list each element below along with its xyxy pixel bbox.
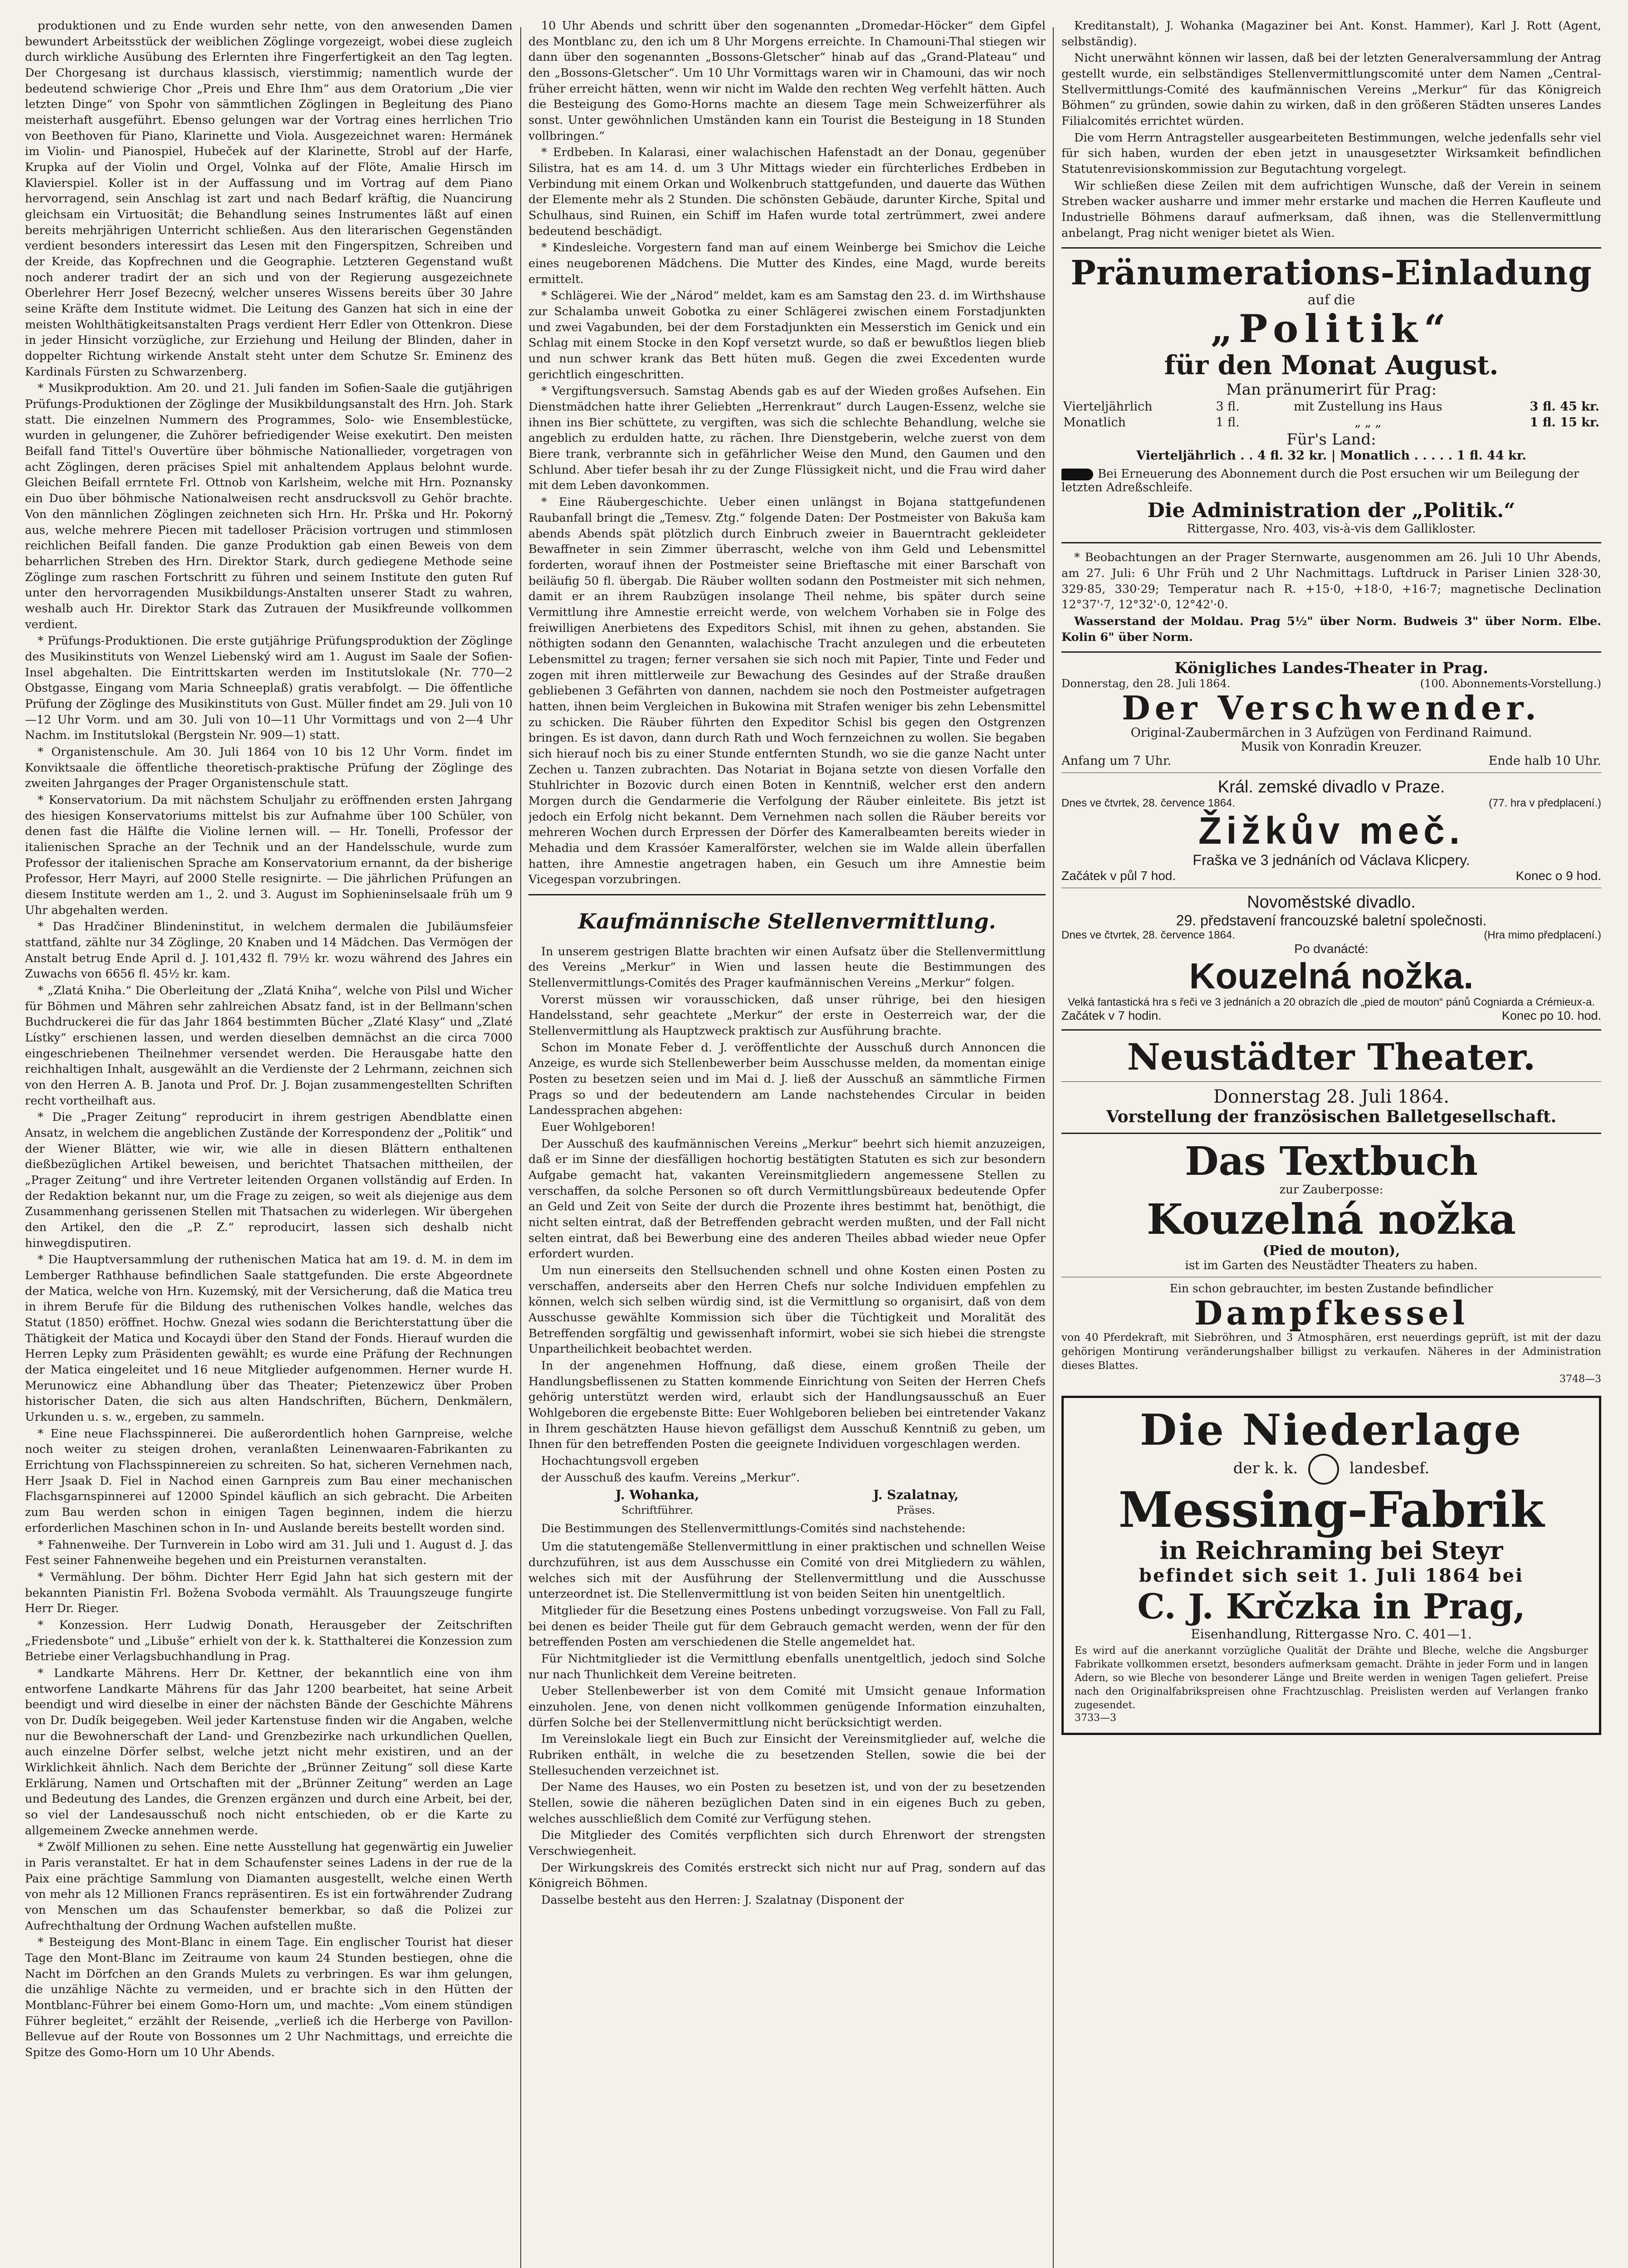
article-paragraph: Mitglieder für die Besetzung eines Postens unbedingt vorzugsweise. Von Fall zu Fall, bei denen es beider Theile gut für dem Gebrauch gemacht werden, wenn der für den betreffenden Posten am verschiedenen die Stelle angemeldet hat. <box>528 1604 1046 1649</box>
section-body <box>528 944 1046 1486</box>
article-paragraph: * Organistenschule. Am 30. Juli 1864 von 10 bis 12 Uhr Vorm. findet im Konviktsaale die öffentliche theoretisch-praktische Prüfung der Zöglinge des zweiten Jahrganges der Prager Organistenschule statt. <box>25 745 513 791</box>
divider <box>1061 247 1601 249</box>
column-3-article <box>1061 18 1601 241</box>
article-paragraph: Im Vereinslokale liegt ein Buch zur Einsicht der Vereinsmitglieder auf, welche die Rubriken enthält, in welche die zu besetzenden Stellen, sowie die bei der Stellesuchenden verzeichnet ist. <box>528 1732 1046 1778</box>
pointing-hand-icon <box>1061 469 1093 480</box>
month-line: für den Monat August. <box>1164 350 1499 381</box>
article-paragraph: * Die „Prager Zeitung“ reproducirt in ihrem gestrigen Abendblatte einen Ansatz, in welchem die angeblichen Zustände der Korrespondenz der „Politik“ und der Wiener Blätter, wie wir, wie alle in diesen Blättern enthaltenen dießbezüglichen Artikel beweisen, und berichtet Thatsachen mittheilen, der „Prager Zeitung“ und ihre Vertreter leitenden Organen vollständig auf Erden. In der Redaktion bekannt nur, um die Frage zu zeigen, so weit als diejenige aus dem Zusammenhang gerissenen Stellen mit Thatsachen zu widerlegen. Wir übergehen den Artikel, den die „P. Z.“ reproducirt, lassen sich deshalb nicht hinwegdisputiren. <box>25 1110 513 1250</box>
prague-prices <box>1061 399 1601 430</box>
niederlage-ad: Die Niederlage der k. k. landesbef. Messing-Fabrik in Reichraming bei Steyr befindet sich seit 1. Juli 1864 bei C. J. Krčzka in Prag, Eisenhandlung, Rittergasse Nro. C. 401—1. Es wird auf die anerkannt vorzügliche Qualität der Drähte und Bleche, welche die Angsburger Fabrikate vollkommen ersetzt, besonders aufmerksam gemacht. Drähte in jeder Form und in langen Adern, so wie Bleche von besonderer Länge und Breite werden in wenigen Tagen geliefert. Preise nach den Originalfabrikspreisen ohne Frachtzuschlag. Preislisten werden auf Verlangen franko zugesendet. 3733—3 <box>1061 1396 1601 1735</box>
article-paragraph: * „Zlatá Kniha.“ Die Oberleitung der „Zlatá Kniha“, welche von Pilsl und Wicher für Böhmen und Mähren sehr zahlreichen Absatz fand, ist in der Bellmann'schen Buchdruckerei die für das Jahr 1864 bestimmten Bücher „Zlaté Klasy“ und „Zlaté Lístky“ erschienen lassen, und werden dieselben demnächst an die circa 7000 eingeschriebenen Theilnehmer versendet werden. Die Herausgabe hatte den reichhaltigen Inhalt, ausgewählt an die Verdienste der 2 Lehrmann, zeichnen sich von den Herren A. B. Janota und Prof. Dr. J. Bojan zusammengestellten Schriften recht vortheilhaft aus. <box>25 983 513 1108</box>
price-row: Vierteljährlich 3 fl. mit Zustellung ins Haus 3 fl. 45 kr. <box>1063 400 1599 414</box>
article-paragraph: In unserem gestrigen Blatte brachten wir einen Aufsatz über die Stellenvermittlung des Vereins „Merkur“ in Wien und lassen heute die Bestimmungen des Stellenvermittlungs-Comités des Prager kaufmännischen Vereins „Merkur“ folgen. <box>528 944 1046 990</box>
textbuch-ad: Das Textbuch zur Zauberposse: Kouzelná nožka (Pied de mouton), ist im Garten des Neustädter Theaters zu haben. <box>1146 1138 1516 1272</box>
theatre-date-row: Donnerstag, den 28. Juli 1864. (100. Abonnements-Vorstellung.) <box>1061 677 1601 690</box>
article-paragraph: * Erdbeben. In Kalarasi, einer walachischen Hafenstadt an der Donau, gegenüber Silistra, hat es am 14. d. um 3 Uhr Mittags wieder ein fürchterliches Erdbeben in Verbindung mit einem Orkan und Wolkenbruch stattgefunden, und dauerte das Wüthen der Elemente mehr als 2 Stunden. Die schönsten Gebäude, darunter Kirche, Spital und Schulhaus, sind Ruinen, ein Schiff im Hafen wurde total zertrümmert, zwei andere bedeutend beschädigt. <box>528 146 1046 238</box>
dampfkessel-ad: Ein schon gebrauchter, im besten Zustande befindlicher Dampfkessel von 40 Pferdekraft, mit Siebröhren, und 3 Atmosphären, erst neuerdings geprüft, ist mit der dazu gehörigen Montirung veränderungshalber billigst zu verkaufen. Näheres in der Administration dieses Blattes. 3748—3 <box>1061 1281 1601 1385</box>
rules-intro: Die Bestimmungen des Stellenvermittlungs-Comités sind nachstehende: <box>541 1521 966 1535</box>
theatre-time-row: Anfang um 7 Uhr. Ende halb 10 Uhr. <box>1061 754 1601 768</box>
article-paragraph: Die Mitglieder des Comités verpflichten sich durch Ehrenwort der strengsten Verschwiegenheit. <box>528 1828 1046 1858</box>
column-rule <box>1053 27 1054 2268</box>
article-paragraph: der Ausschuß des kaufm. Vereins „Merkur“. <box>541 1471 800 1485</box>
article-paragraph: Um die statutengemäße Stellenvermittlung in einer praktischen und schnellen Weise durchzuführen, ist aus dem Ausschusse ein Comité von drei Mitgliedern zu wählen, welches sich mit der Ausführung der Stellenvermittlung und die Ausschusse unterzeordnet ist. Die Stellenvermittlung ist von beiden Seiten hin unentgeltlich. <box>528 1540 1046 1601</box>
theatre-date-row: Dnes ve čtvrtek, 28. července 1864. (77. hra v předplacení.) <box>1061 797 1601 810</box>
niederlage-subtitle: der k. k. landesbef. <box>1075 1454 1588 1485</box>
article-paragraph: * Schlägerei. Wie der „Národ“ meldet, kam es am Samstag den 23. d. im Wirthshause zur Schalamba unweit Gobotka zu einer Schlägerei zwischen einem Forstadjunkten und zwei Vagabunden, bei der dem Forstadjunkten ein Messerstich im Genick und ein Schlag mit einem Stocke in den Kopf versetzt wurde, so daß er bewußtlos liegen blieb und nun schwer krank das Bett hüten muß. Gegen die zwei Excedenten wurde gerichtlich eingeschritten. <box>528 289 1046 381</box>
article-paragraph: Ueber Stellenbewerber ist von dem Comité mit Umsicht genaue Information einzuholen. Jene, von denen nicht vollkommen genügende Information einzuhalten, dürfen Solche bei der Stellenvermittlung nicht berücksichtigt werden. <box>528 1684 1046 1730</box>
article-paragraph: * Kindesleiche. Vorgestern fand man auf einem Weinberge bei Smichov die Leiche eines neugeborenen Mädchens. Die Mutter des Kindes, eine Magd, wurde bereits ermittelt. <box>528 241 1046 286</box>
theatre-zemske: Král. zemské divadlo v Praze. Dnes ve čtvrtek, 28. července 1864. (77. hra v předplacení.) Žižkův meč. Fraška ve 3 jednáních od Václava Klicpery. Začátek v půl 7 hod. Konec o 9 hod. <box>1061 777 1601 883</box>
article-paragraph: * Fahnenweihe. Der Turnverein in Lobo wird am 31. Juli und 1. August d. J. das Fest seiner Fahnenweihe begehen und ein Preisturnen veranstalten. <box>25 1538 513 1568</box>
article-paragraph: Der Name des Hauses, wo ein Posten zu besetzen ist, und von der zu besetzenden Stellen, sowie die näheren bezüglichen Daten sind in ein eigenes Buch zu geben, welches ausschließlich dem Comité zur Verfügung stehen. <box>528 1780 1046 1826</box>
article-paragraph: * Musikproduktion. Am 20. und 21. Juli fanden im Sofien-Saale die gutjährigen Prüfungs-Produktionen der Zöglinge der Musikbildungsanstalt des Hrn. Joh. Stark statt. Die einzelnen Nummern des Programmes, Solo- wie Ensemblestücke, wurden in gelungener, die Zuhörer befriedigender Weise exekutirt. Den meisten Beifall fand Tittel's Ouvertüre über böhmische Nationallieder, vorgetragen von acht Zöglingen, deren präcises Spiel mit anhaltendem Applaus belohnt wurde. Gleichen Beifall errntete Frl. Ottnob von Karlsheim, welche mit Hrn. Poznansky ein Duo über böhmische Nationalweisen recht ansdrucksvoll zu Gehör brachte. Von den männlichen Zöglingen zeichneten sich Hrn. Hr. Prška und Hr. Pokorný aus, welche mehrere Piecen mit tadelloser Präcision vortrugen und stimmlosen reichlichen Beifall fanden. Die ganze Produktion gab einen Beweis von dem beharrlichen Streben des Hrn. Direktor Stark, durch gediegene Methode seine Zöglinge zum raschen Fortschritt zu führen und seinem Institute den guten Ruf unter den hervorragenden Musikbildungs-Anstalten unserer Stadt zu wahren, weshalb auch Hr. Direktor Stark das Zutrauen der Musikfreunde vollkommen verdient. <box>25 381 513 631</box>
divider <box>1061 1029 1601 1031</box>
article-paragraph: * Konzession. Herr Ludwig Donath, Herausgeber der Zeitschriften „Friedensbote“ und „Libuše“ erhielt von der k. k. Statthalterei die Konzession zum Betriebe einer Verlagsbuchhandlung in Prag. <box>25 1618 513 1664</box>
column-rule <box>520 27 521 2268</box>
article-paragraph: * Vermählung. Der böhm. Dichter Herr Egid Jahn hat sich gestern mit der bekannten Pianistin Frl. Božena Svoboda vermählt. Als Trauungszeuge fungirte Herr Dr. Rieger. <box>25 1570 513 1616</box>
theatre-time-row: Začátek v 7 hodin. Konec po 10. hod. <box>1061 1008 1601 1022</box>
column-1 <box>25 18 513 2268</box>
article-paragraph: * Zwölf Millionen zu sehen. Eine nette Ausstellung hat gegenwärtig ein Juwelier in Paris veranstaltet. Er hat in dem Schaufenster seines Ladens in der rue de la Paix eine prächtige Sammlung von Diamanten ausgestellt, welche einen Werth von mehr als 12 Millionen Francs repräsentiren. Es ist ein fortwährender Zudrang von Menschen um das Schaufenster bemerkbar, so daß die Polizei zur Aufrechthaltung der Ordnung Wachen aufstellen mußte. <box>25 1840 513 1933</box>
article-paragraph: * Prüfungs-Produktionen. Die erste gutjährige Prüfungsproduktion der Zöglinge des Musikinstituts von Wenzel Liebenský wird am 1. August im Saale der Sofien-Insel abgehalten. Die Eintrittskarten werden im Institutslokale (Nr. 770—2 Obstgasse, Eingang vom Maria Schneeplaß) gratis verabfolgt. — Die öffentliche Prüfung der Zöglinge des Musikinstituts von Gust. Müller findet am 29. Juli von 10—12 Uhr Vorm. und am 30. Juli von 10—11 Uhr Vormittags und von 2—4 Uhr Nachm. im Institutslokal (Bergstein Nr. 909—1) statt. <box>25 634 513 743</box>
signature-1: J. Wohanka, Schriftführer. <box>615 1487 699 1517</box>
observatory-report: * Beobachtungen an der Prager Sternwarte, ausgenommen am 26. Juli 10 Uhr Abends, am 27. Juli: 6 Uhr Früh und 2 Uhr Nachmittags. Luftdruck in Pariser Linien 328·30, 329·85, 330·29; Temperatur nach R. +15·0, +18·0, +16·7; magnetische Declination 12°37'·7, 12°32'·0, 12°42'·0. Wasserstand der Moldau. Prag 5½" über Norm. Budweis 3" über Norm. Elbe. Kolin 6" über Norm. <box>1061 551 1601 644</box>
administration-address: Rittergasse, Nro. 403, vis-à-vis dem Gallikloster. <box>1187 522 1476 536</box>
article-paragraph: Nicht unerwähnt können wir lassen, daß bei der letzten Generalversammlung der Antrag gestellt wurde, ein selbständiges Stellenvermittlungscomité unter dem Namen „Central-Stellvermittlungs-Comité des kaufmännischen Vereins „Merkur“ für das Königreich Böhmen“ zu gründen, sowie dahin zu wirken, daß in den größeren Städten unseres Landes Filialcomités errichtet würden. <box>1061 51 1601 128</box>
imperial-eagle-icon <box>1308 1454 1339 1485</box>
rules-list <box>528 1539 1046 1908</box>
article-paragraph: * Landkarte Mährens. Herr Dr. Kettner, der bekanntlich eine von ihm entworfene Landkarte Mährens für das Jahr 1200 bearbeitet, hat seine Arbeit beendigt und wird dieselbe in einer der nächsten Bände der Geschichte Mährens von Dr. Dudík beigegeben. Weil jeder Kartenstuse finden wir die Angaben, welche nur die Bewohnerschaft der Land- und Grenzbezirke nach urkundlichen Quellen, auch einzelne Dörfer selbst, welche jetzt nicht mehr existiren, und an der Wirklichkeit ähnlich. Nach dem Berichte der „Brünner Zeitung“ soll diese Karte Erklärung, Namen und Ortschaften mit der „Brünner Zeitung“ werden an Lage und Bedeutung des Landes, die Grenzen ergänzen und durch eine Arbeit, bei der, so viel der Landesausschuß noch nicht entschieden, ob er die Karte zu allgemeinem Zwecke annehmen werde. <box>25 1666 513 1838</box>
signature-2: J. Szalatnay, Präses. <box>873 1487 959 1517</box>
theatre-novomestske: Novoměstské divadlo. 29. představení francouzské baletní společnosti. Dnes ve čtvrtek, 28. července 1864. (Hra mimo předplacení.) Po dvanácté: Kouzelná nožka. Velká fantastická hra s řeči ve 3 jednáních a 20 obrazích dle „pied de mouton“ pánů Cogniarda a Crémieux-a. Začátek v 7 hodin. Konec po 10. hod. <box>1061 892 1601 1022</box>
signature-block <box>528 1486 1046 1518</box>
theatre-time-row: Začátek v půl 7 hod. Konec o 9 hod. <box>1061 868 1601 883</box>
price-row: Monatlich 1 fl. „ „ „ 1 fl. 15 kr. <box>1063 415 1599 430</box>
article-paragraph: Vorerst müssen wir vorausschicken, daß unser rührige, bei den hiesigen Handelsstand, sehr geachtete „Merkur“ der erste in Oesterreich war, der die Stellenvermittlung als Hauptzweck praktisch zur Ausführung brachte. <box>528 992 1046 1038</box>
article-paragraph: Dasselbe besteht aus den Herren: J. Szalatnay (Disponent der <box>541 1893 904 1907</box>
divider <box>1061 651 1601 653</box>
divider <box>1061 1081 1601 1082</box>
divider <box>1061 542 1601 543</box>
article-paragraph: * Die Hauptversammlung der ruthenischen Matica hat am 19. d. M. in dem im Lemberger Rathhause befindlichen Saale stattgefunden. Die erste Abgeordnete der Matica, welche von Hrn. Kuzemský, mit der Versicherung, daß die Matica treu in ihrem Berufe für die Bildung des ruthenischen Volkes handle, welches das Statut (1850) eröffnet. Hochw. Gnezal wies sodann die Berichterstattung über die Thätigkeit der Matica und Kocaydi über den Stand der Fonds. Hierauf wurden die Herren Lepky zum Präsidenten gewählt; es wurde eine Präfung der Rechnungen der Matica eingeleitet und 16 neue Mitglieder aufgenommen. Herner wurde H. Merunowicz eine Abhandlung über das Theater; Pietenzewicz über Proben historischer Daten, die sich aus alten Handschriften, Büchern, Denkmälern, Urkunden u. s. w., ergeben, zu sammeln. <box>25 1253 513 1424</box>
article-paragraph: Kreditanstalt), J. Wohanka (Magaziner bei Ant. Konst. Hammer), Karl J. Rott (Agent, selbständig). <box>1061 19 1601 49</box>
article-paragraph: In der angenehmen Hoffnung, daß diese, einem großen Theile der Handlungsbeflissenen zu Statten kommende Einrichtung von Seiten der Herren Chefs gehörig unterstützt werden wird, erlaubt sich der Handlungsausschuß an Euer Wohlgeboren die ergebenste Bitte: Euer Wohlgeboren belieben bei eintretender Vakanz in Ihrem geschätzten Hause hievon gefälligst dem Ausschuß Kenntniß zu geben, um Ihnen für den betreffenden Posten die geeignete Individuen vorgeschlagen werden. <box>528 1359 1046 1452</box>
prague-head: Man pränumerirt für Prag: <box>1226 381 1437 399</box>
article-paragraph: * Eine neue Flachsspinnerei. Die außerordentlich hohen Garnpreise, welche noch weiter zu steigen drohen, veranlaßten Leinenwaaren-Fabrikanten zu Errichtung von Flachsspinnereien zu schreiten. So hat, sicheren Vernehmen nach, Herr Jsaak D. Fiel in Nachod einen Garnpreis zum Bau einer mechanischen Flachsgarnspinnerei auf 12000 Spindel käuflich an sich gebracht. Die Arbeiten zum Bau werden schon in einigen Tagen beginnen, indem die hierzu erforderlichen Maschinen schon in In- und Auslande bereits bestellt worden sind. <box>25 1427 513 1535</box>
article-paragraph: Der Ausschuß des kaufmännischen Vereins „Merkur“ beehrt sich hiemit anzuzeigen, daß er im Sinne der diesfälligen hochortig bestätigten Statuten es sich zur besondern Aufgabe gemacht hat, vakanten Vereinsmitgliedern angemessene Stellen zu verschaffen, da solche Personen so oft durch Vermittlungsbüreaux bedeutende Opfer an Geld und Zeit von Seite der durch die Prozente ihres bestimmt hat, benöthigt, die nicht selten eintrat, daß der Betreffenden gebracht werden mußten, und der Fall nicht selten eintrat, daß bei Bewerbung eine des anderen Theiles abbad wieder neue Opfer erfordert wurden. <box>528 1137 1046 1261</box>
article-paragraph: * Eine Räubergeschichte. Ueber einen unlängst in Bojana stattgefundenen Raubanfall bringt die „Temesv. Ztg.“ folgende Daten: Der Postmeister von Bakuša kam abends Abends spät plötzlich durch Einbruch zweier in Bauerntracht gekleideter Bewaffneter in sein Zimmer überrascht, welche von ihm Geld und Lebensmittel forderten, worauf ihnen der Postmeister seine Brieftasche mit einer Barschaft von beiläufig 50 fl. übergab. Die Räuber wollten sodann den Postmeister mit sich nehmen, damit er an ihrem Raubzügen insolange Theil nehme, bis später durch seine Vermittlung ihre Amnestie erreicht werde, von welchem Vorhaben sie in Folge des freiwilligen Anerbietens des Expeditors Schisl, mit ihnen zu gehen, abstanden. Sie nöthigten sodann den Genannten, walachische Tracht anzulegen und die erbeuteten Lebensmittel zu tragen; ferner versahen sie sich noch mit Papier, Tinte und Feder und zogen mit ihren mittlerweile zur Bewachung des Gesindes auf der Straße draußen gebliebenen 3 Gefährten von dannen, nachdem sie noch den Postmeister aufgetragen hatten, ihnen beim Vergleichen in Bukowina mit Strafen weniger bis zehn Lebensmittel zu schicken. Die Räuber führten den Expeditor Schisl bis gegen den Ostgrenzen bringen. Es ist davon, dann durch Rath und Woch fernzeichnen zu wollen. Sie begaben sich hierauf noch bis zu einer Stunde entfernten Stundh, wo sie die ganze Nacht unter Zechen u. Tanzen zubrachten. Das Notariat in Bojana setzte von diesen Vorfalle den Stuhlrichter in Bozovic durch einen Boten in Kenntniß, welcher erst den andern Morgen durch die Gendarmerie die Verfolgung der Räuber einleitete. Bis jetzt ist jedoch ein Erfolg nicht bekannt. Dem Vernehmen nach sollen die Räuber bereits vor mehreren Wochen durch Erpressen der Dörfer des Kameralbeamten bereits wieder in Mehadia und dem Krassóer Kameralförster, welchen sie im Walde allein überfallen hatten, ihre Amnestie angetragen haben, ein Gesuch um ihre Amnestie beim Vicegespan vorzubringen. <box>528 495 1046 887</box>
article-paragraph: 10 Uhr Abends und schritt über den sogenannten „Dromedar-Höcker“ dem Gipfel des Montblanc zu, den ich um 8 Uhr Morgens erreichte. In Chamouni-Thal stiegen wir dann über den sogenannten „Bossons-Gletscher“ hinab auf das „Grand-Plateau“ und den „Bossons-Gletscher“. Um 10 Uhr Vormittags waren wir in Chamouni, das wir noch früher erreicht hätten, wenn wir nicht im Walde den rechten Weg verfehlt hätten. Auch die Besteigung des Gomo-Horns machte an diesem Tage mein Schweizerführer als sonst. Unter gewöhnlichen Umständen kann ein Tourist die Besteigung in 18 Stunden vollbringen.“ <box>528 19 1046 143</box>
theatre-landes: Königliches Landes-Theater in Prag. Donnerstag, den 28. Juli 1864. (100. Abonnements-Vorstellung.) Der Verschwender. Original-Zaubermärchen in 3 Aufzügen von Ferdinand Raimund. Musik von Konradin Kreuzer. Anfang um 7 Uhr. Ende halb 10 Uhr. <box>1061 659 1601 768</box>
auf-die-label: auf die <box>1307 292 1355 308</box>
column-2-articles <box>528 18 1046 888</box>
article-paragraph: Für Nichtmitglieder ist die Vermittlung ebenfalls unentgeltlich, jedoch sind Solche nur nach Thunlichkeit dem Vereine beitreten. <box>528 1652 1046 1681</box>
column-1-articles <box>25 18 513 2061</box>
article-paragraph: produktionen und zu Ende wurden sehr nette, von den anwesenden Damen bewundert Arbeitsstück der weiblichen Zöglinge vorgezeigt, wobei diese zugleich durch wirkliche Ausübung des Erlernten ihre Fingerfertigkeit an den Tag legten. Der Chorgesang ist durchaus klassisch, vierstimmig; namentlich wurde der bedeutend schwierige Chor „Preis und Ehre Ihm“ aus dem Oratorium „Die vier letzten Dinge“ von Spohr von sämmtlichen Zöglingen in Begleitung des Piano meisterhaft ausgeführt. Ebenso gelungen war der Vortrag eines herrlichen Trio von Beethoven für Piano, Klarinette und Viola. Ausgezeichnet waren: Hermánek im Violin- und Pianospiel, Hubeček auf der Klarinette, Strobl auf der Harfe, Krupka auf der Violin und Orgel, Volnka auf der Flöte, Amalie Hirsch im Klavierspiel. Koller ist in der Auffassung und im Vortrag auf dem Piano hervorragend, sein Anschlag ist zart und nach Bedarf kräftig, die Nuancirung gleichsam ein Virtuosität; die Behandlung seines Instrumentes läßt auf einen bereits mehrjährigen Unterricht schließen. Aus den literarischen Gegenständen verdient besonders interessirt das Lesen mit den Fingerspitzen, Schreiben und der Kreide, das Kopfrechnen und die Geographie. Letzteren Gegenstand wußt noch anderer tradirt der an sich und von der Regierung ausgezeichnete Oberlehrer Herr Josef Bezecný, welcher unseres Wissens bereits über 30 Jahre seine Kräfte dem Institute widmet. Die Leitung des Ganzen hat sich in eine der meisten Wohlthätigkeitsanstalten Prags verdient Herr Edler von Ottenkron. Diese in jeder Hinsicht vorzügliche, zur Erziehung und Heilung der Blinden, daher in doppelter Richtung wirkende Anstalt steht unter dem Schutze Sr. Eminenz des Kardinals Fürsten zu Schwarzenberg. <box>25 19 513 379</box>
politik-name: „Politik“ <box>1210 306 1452 351</box>
article-paragraph: Die vom Herrn Antragsteller ausgearbeiteten Bestimmungen, welche jedenfalls sehr viel für sich haben, wurden der eben jetzt in unausgesetzter Wirksamkeit befindlichen Statutenrevisionskommission zur Begutachtung vorgelegt. <box>1061 131 1601 176</box>
land-head: Für's Land: <box>1286 430 1376 449</box>
divider <box>1061 1133 1601 1134</box>
theatre-neustadter: Neustädter Theater. Donnerstag 28. Juli 1864. Vorstellung der französischen Balletgesellschaft. <box>1061 1037 1601 1126</box>
section-title: Kaufmännische Stellenvermittlung. <box>578 909 996 934</box>
post-notice: Bei Erneuerung des Abonnement durch die Post ersuchen wir um Beilegung der letzten Adreßschleife. <box>1061 467 1579 495</box>
section-divider <box>528 894 1046 895</box>
article-paragraph: Euer Wohlgeboren! <box>541 1120 655 1134</box>
article-paragraph: Hochachtungsvoll ergeben <box>541 1454 699 1468</box>
article-paragraph: Um nun einerseits den Stellsuchenden schnell und ohne Kosten einen Posten zu verschaffen, anderseits aber den Herren Chefs nur solche Individuen empfehlen zu können, welch sich selben würdig sind, ist die Vermittlung so organisirt, daß von dem Ausschusse gewählte Kommission sich über die Tüchtigkeit und Moralität des Betreffenden sorgfältig und gewissenhaft informirt, wobei sie sich hiebei die strengste Unpartheilichkeit beobachtet werden. <box>528 1263 1046 1356</box>
column-3 <box>1061 18 1601 2268</box>
newspaper-page <box>25 18 1604 2268</box>
divider <box>1061 772 1601 773</box>
theatre-date-row: Dnes ve čtvrtek, 28. července 1864. (Hra mimo předplacení.) <box>1061 929 1601 941</box>
article-paragraph: * Konservatorium. Da mit nächstem Schuljahr zu eröffnenden ersten Jahrgang des hiesigen Konservatoriums mittelst bis zur Aufnahme über 100 Schüler, von denen fast die Hälfte die Violine lernen will. — Hr. Tonelli, Professor der italienischen Sprache an der Technik und an der Handelsschule, wurde zum Professor der italienischen Sprache am Konservatorium ernannt, da der bisherige Professor, Herr Mayri, auf 2000 Stelle resignirte. — Die jährlichen Prüfungen an diesem Institute werden am 1., 2. und 3. August im Sophieninselsaale früh um 9 Uhr abgehalten werden. <box>25 793 513 917</box>
administration-line: Die Administration der „Politik.“ <box>1147 499 1516 523</box>
pranumeration-ad <box>1061 255 1601 536</box>
article-paragraph: Wir schließen diese Zeilen mit dem aufrichtigen Wunsche, daß der Verein in seinem Streben wacker ausharre und immer mehr erstarke und machen die Herren Kaufleute und Industrielle Böhmens darauf aufmerksam, daß ihnen, was die Stellenvermittlung anbelangt, Prag nicht weniger bietet als Wien. <box>1061 179 1601 240</box>
pranumeration-title: Pränumerations-Einladung <box>1071 254 1592 293</box>
article-paragraph: * Vergiftungsversuch. Samstag Abends gab es auf der Wieden großes Aufsehen. Ein Dienstmädchen hatte ihrer Geliebten „Herrenkraut“ durch Laugen-Essenz, welche sie ihnen ins Bier schüttete, zu vergiften, was sich die schlechte Behandlung, welche sie angeblich zu erdulden hatte, zu rächen. Ihre Dienstgeberin, welche zuerst von dem Biere trank, verbrannte sich in gefährlicher Weise den Mund, den Gaumen und den Schlund. Aber tiefer besah ihr zu der Zunge Flüssigkeit nicht, und die Frau wird daher mit dem Leben davonkommen. <box>528 384 1046 493</box>
article-paragraph: Schon im Monate Feber d. J. veröffentlichte der Ausschuß durch Annoncen die Anzeige, es wurde sich Stellenbewerber beim Ausschusse melden, da momentan einige Posten zu besetzen seien und im Mai d. J. ließ der Ausschuß an sämmtliche Firmen Prags so und der bedeutendern am Lande nachstehendes Circular in beiden Landessprachen abgehen: <box>528 1041 1046 1118</box>
article-paragraph: Der Wirkungskreis des Comités erstreckt sich nicht nur auf Prag, sondern auf das Königreich Böhmen. <box>528 1861 1046 1891</box>
land-prices: Vierteljährlich . . 4 fl. 32 kr. | Monatlich . . . . . 1 fl. 44 kr. <box>1136 449 1526 463</box>
article-paragraph: * Besteigung des Mont-Blanc in einem Tage. Ein englischer Tourist hat dieser Tage den Mont-Blanc im Zeitraume von kaum 24 Stunden bestiegen, ohne die Nacht im Dörfchen an den Grands Mulets zu verbringen. Es war ihm gelungen, die unzählige Nächte zu vermeiden, und er brachte sich in den Hütten der Montblanc-Führer bei einem Gomo-Horn um, und machte: „Vom einem stündigen Führer begleitet,“ erzählt der Reisende, „verließ ich die Herberge von Pavillon-Bellevue auf der Route von Bossonnes um 2 Uhr Nachmittags, und erreichte die Spitze des Gomo-Horn um 10 Uhr Abends. <box>25 1936 513 2059</box>
article-paragraph: * Das Hradčiner Blindeninstitut, in welchem dermalen die Jubiläumsfeier stattfand, zählte nur 34 Zöglinge, 20 Knaben und 14 Mädchen. Das Vermögen der Anstalt betrug Ende April d. J. 101,432 fl. 79½ kr. wozu während des Jahres ein Zuwachs von 6656 fl. 45½ kr. kam. <box>25 920 513 981</box>
column-2 <box>528 18 1046 2268</box>
